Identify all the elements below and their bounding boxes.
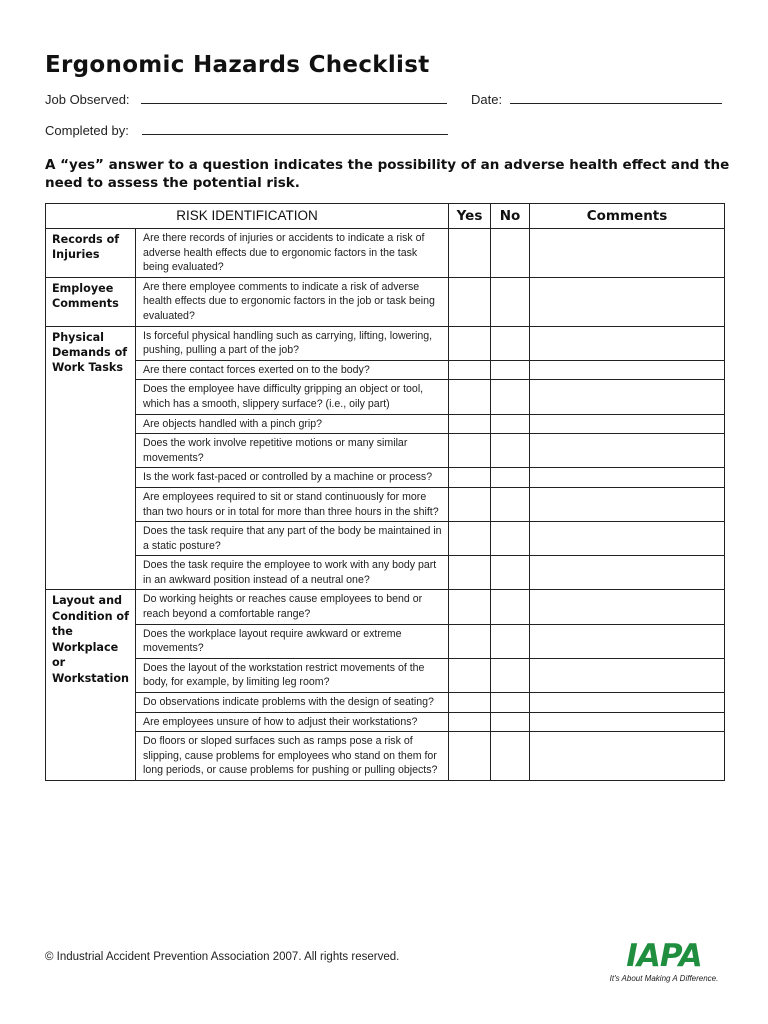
table-row	[46, 326, 725, 360]
table-row	[46, 487, 725, 521]
no-cell[interactable]	[491, 277, 530, 326]
question-cell: Does the workplace layout require awkward or extreme movements?	[136, 624, 449, 658]
comments-cell[interactable]	[530, 229, 725, 278]
comments-cell[interactable]	[530, 693, 725, 713]
comments-cell[interactable]	[530, 487, 725, 521]
table-row	[46, 556, 725, 590]
checklist-body	[46, 229, 725, 781]
yes-cell[interactable]	[449, 277, 491, 326]
table-row	[46, 229, 725, 278]
comments-cell[interactable]	[530, 414, 725, 434]
comments-cell[interactable]	[530, 556, 725, 590]
table-row	[46, 658, 725, 692]
table-row	[46, 277, 725, 326]
category-cell: Layout and Condition of the Workplace or Workstation	[46, 590, 136, 781]
category-cell: Employee Comments	[46, 277, 136, 326]
header-risk-identification: RISK IDENTIFICATION	[46, 204, 449, 229]
yes-cell[interactable]	[449, 712, 491, 732]
comments-cell[interactable]	[530, 326, 725, 360]
logo-wordmark: IAPA	[626, 938, 702, 974]
yes-cell[interactable]	[449, 590, 491, 624]
no-cell[interactable]	[491, 487, 530, 521]
no-cell[interactable]	[491, 468, 530, 488]
question-cell: Do working heights or reaches cause employees to bend or reach beyond a comfortable range?	[136, 590, 449, 624]
question-cell: Does the employee have difficulty gripping an object or tool, which has a smooth, slippery surface? (i.e., oily part)	[136, 380, 449, 414]
question-cell: Are there records of injuries or accidents to indicate a risk of adverse health effects due to ergonomic factors in the task being evaluated?	[136, 229, 449, 278]
comments-cell[interactable]	[530, 712, 725, 732]
no-cell[interactable]	[491, 380, 530, 414]
date-label: Date:	[471, 92, 503, 107]
category-cell: Records of Injuries	[46, 229, 136, 278]
yes-cell[interactable]	[449, 468, 491, 488]
comments-cell[interactable]	[530, 522, 725, 556]
question-cell: Are employees unsure of how to adjust their workstations?	[136, 712, 449, 732]
table-row	[46, 590, 725, 624]
question-cell: Does the layout of the workstation restrict movements of the body, for example, by limiting leg room?	[136, 658, 449, 692]
comments-cell[interactable]	[530, 360, 725, 380]
job-observed-line[interactable]	[141, 92, 447, 104]
question-cell: Is the work fast-paced or controlled by a machine or process?	[136, 468, 449, 488]
question-cell: Do observations indicate problems with the design of seating?	[136, 693, 449, 713]
table-row	[46, 624, 725, 658]
table-row	[46, 380, 725, 414]
no-cell[interactable]	[491, 658, 530, 692]
yes-cell[interactable]	[449, 556, 491, 590]
table-row	[46, 712, 725, 732]
yes-cell[interactable]	[449, 380, 491, 414]
header-comments: Comments	[530, 204, 725, 229]
iapa-logo	[603, 938, 725, 983]
comments-cell[interactable]	[530, 468, 725, 488]
question-cell: Does the task require the employee to work with any body part in an awkward position instead of a neutral one?	[136, 556, 449, 590]
no-cell[interactable]	[491, 326, 530, 360]
yes-cell[interactable]	[449, 414, 491, 434]
table-row	[46, 693, 725, 713]
category-cell: Physical Demands of Work Tasks	[46, 326, 136, 590]
copyright-footer: © Industrial Accident Prevention Association 2007. All rights reserved.	[45, 951, 400, 963]
no-cell[interactable]	[491, 434, 530, 468]
question-cell: Are there contact forces exerted on to the body?	[136, 360, 449, 380]
table-header-row	[46, 204, 725, 229]
question-cell: Does the task require that any part of the body be maintained in a static posture?	[136, 522, 449, 556]
intro-text: A “yes” answer to a question indicates the possibility of an adverse health effect and the need to assess the potential risk.	[45, 157, 730, 191]
no-cell[interactable]	[491, 693, 530, 713]
no-cell[interactable]	[491, 556, 530, 590]
job-observed-field[interactable]	[45, 92, 447, 107]
question-cell: Is forceful physical handling such as carrying, lifting, lowering, pushing, pulling a part of the job?	[136, 326, 449, 360]
question-cell: Are employees required to sit or stand continuously for more than two hours or in total for more than three hours in the shift?	[136, 487, 449, 521]
date-line[interactable]	[510, 92, 722, 104]
yes-cell[interactable]	[449, 624, 491, 658]
job-observed-label: Job Observed:	[45, 92, 130, 107]
completed-by-label: Completed by:	[45, 123, 129, 138]
yes-cell[interactable]	[449, 360, 491, 380]
checklist-table	[45, 203, 725, 781]
no-cell[interactable]	[491, 624, 530, 658]
table-row	[46, 414, 725, 434]
completed-by-field[interactable]	[45, 123, 448, 138]
header-no: No	[491, 204, 530, 229]
table-row	[46, 732, 725, 781]
no-cell[interactable]	[491, 522, 530, 556]
table-row	[46, 522, 725, 556]
comments-cell[interactable]	[530, 732, 725, 781]
yes-cell[interactable]	[449, 732, 491, 781]
yes-cell[interactable]	[449, 658, 491, 692]
yes-cell[interactable]	[449, 693, 491, 713]
yes-cell[interactable]	[449, 326, 491, 360]
question-cell: Do floors or sloped surfaces such as ramps pose a risk of slipping, cause problems for employees who stand on them for long periods, or cause problems for pushing or pulling objects?	[136, 732, 449, 781]
comments-cell[interactable]	[530, 590, 725, 624]
no-cell[interactable]	[491, 229, 530, 278]
yes-cell[interactable]	[449, 434, 491, 468]
comments-cell[interactable]	[530, 624, 725, 658]
table-row	[46, 434, 725, 468]
table-row	[46, 360, 725, 380]
question-cell: Are there employee comments to indicate a risk of adverse health effects due to ergonomic factors in the job or task being evaluated?	[136, 277, 449, 326]
no-cell[interactable]	[491, 732, 530, 781]
comments-cell[interactable]	[530, 434, 725, 468]
comments-cell[interactable]	[530, 380, 725, 414]
no-cell[interactable]	[491, 414, 530, 434]
completed-by-line[interactable]	[142, 123, 448, 135]
date-field[interactable]	[471, 92, 722, 107]
yes-cell[interactable]	[449, 487, 491, 521]
comments-cell[interactable]	[530, 658, 725, 692]
yes-cell[interactable]	[449, 229, 491, 278]
yes-cell[interactable]	[449, 522, 491, 556]
comments-cell[interactable]	[530, 277, 725, 326]
logo-tagline: It's About Making A Difference.	[609, 974, 719, 983]
document-title: Ergonomic Hazards Checklist	[45, 52, 430, 78]
no-cell[interactable]	[491, 712, 530, 732]
header-yes: Yes	[449, 204, 491, 229]
table-row	[46, 468, 725, 488]
no-cell[interactable]	[491, 590, 530, 624]
no-cell[interactable]	[491, 360, 530, 380]
question-cell: Does the work involve repetitive motions or many similar movements?	[136, 434, 449, 468]
question-cell: Are objects handled with a pinch grip?	[136, 414, 449, 434]
